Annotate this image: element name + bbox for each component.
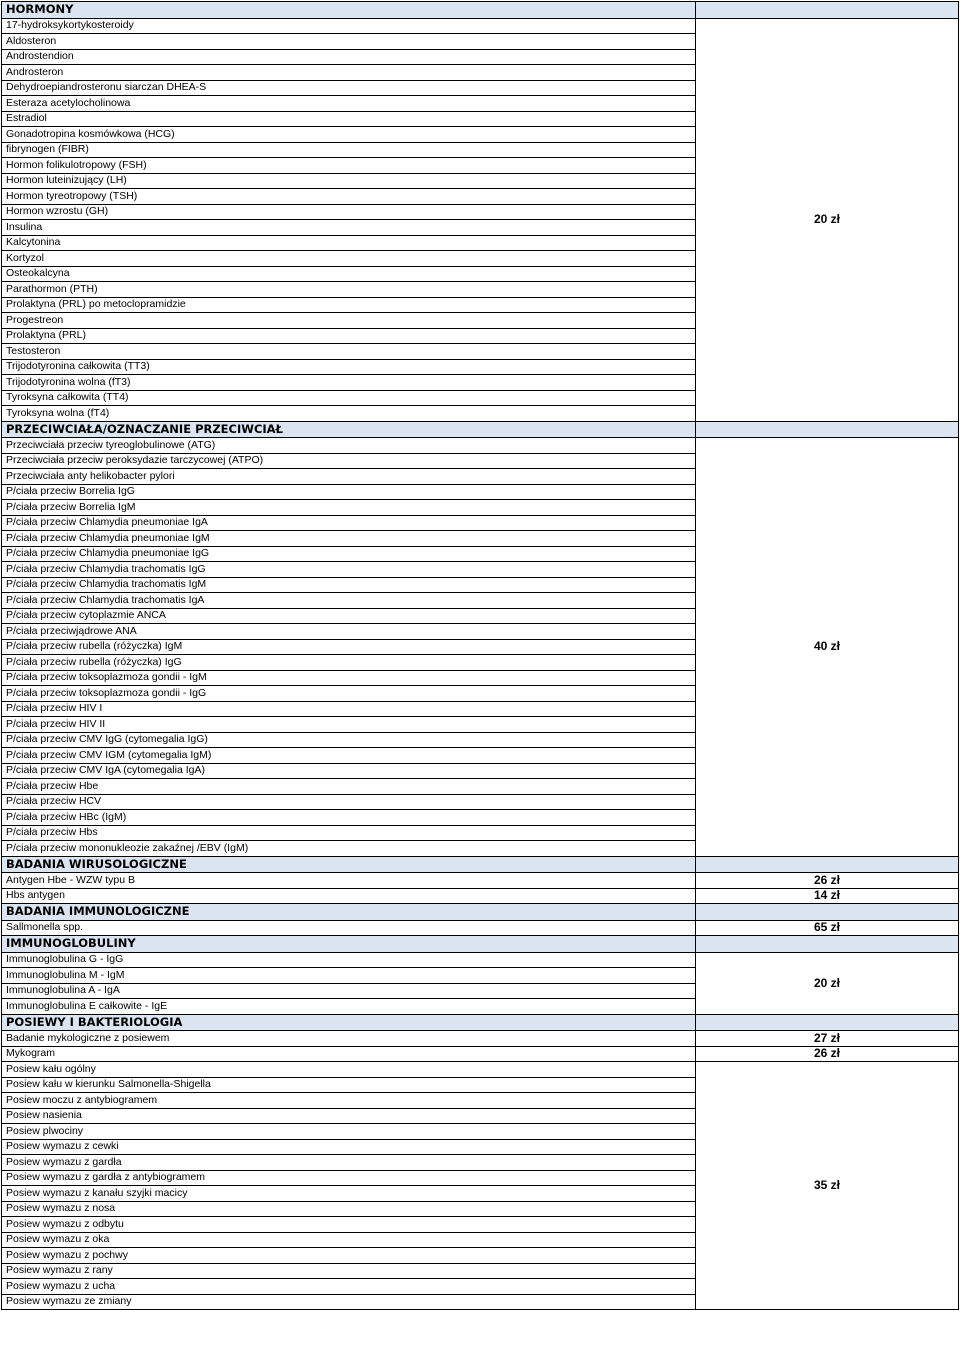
section-header-blank — [696, 2, 959, 19]
price-cell: 20 zł — [696, 18, 959, 421]
table-row — [2, 1031, 959, 1047]
test-name-cell: Hbs antygen — [2, 888, 696, 904]
test-name-cell: P/ciała przeciw Chlamydia pneumoniae IgG — [2, 546, 696, 562]
price-cell: 65 zł — [696, 920, 959, 936]
test-name-cell: Hormon luteinizujący (LH) — [2, 173, 696, 189]
price-list-body — [2, 2, 959, 1310]
test-name-cell: Posiew wymazu z cewki — [2, 1139, 696, 1155]
table-row — [2, 873, 959, 889]
test-name-cell: Antygen Hbe - WZW typu B — [2, 873, 696, 889]
test-name-cell: Badanie mykologiczne z posiewem — [2, 1031, 696, 1047]
test-name-cell: Mykogram — [2, 1046, 696, 1062]
section-title: IMMUNOGLOBULINY — [2, 936, 696, 953]
test-name-cell: Sallmonella spp. — [2, 920, 696, 936]
test-name-cell: P/ciała przeciw mononukleozie zakaźnej /EBV (IgM) — [2, 841, 696, 857]
test-name-cell: Posiew wymazu z oka — [2, 1232, 696, 1248]
price-list-table — [1, 1, 959, 1310]
test-name-cell: Androsteron — [2, 65, 696, 81]
section-title: PRZECIWCIAŁA/OZNACZANIE PRZECIWCIAŁ — [2, 421, 696, 438]
test-name-cell: Kalcytonina — [2, 235, 696, 251]
test-name-cell: Androstendion — [2, 49, 696, 65]
section-header-row — [2, 2, 959, 19]
test-name-cell: P/ciała przeciw toksoplazmoza gondii - IgM — [2, 670, 696, 686]
test-name-cell: Posiew moczu z antybiogramem — [2, 1093, 696, 1109]
test-name-cell: Tyroksyna całkowita (TT4) — [2, 390, 696, 406]
test-name-cell: Przeciwciała przeciw peroksydazie tarczycowej (ATPO) — [2, 453, 696, 469]
test-name-cell: P/ciała przeciw CMV IgG (cytomegalia IgG) — [2, 732, 696, 748]
test-name-cell: P/ciała przeciw HIV II — [2, 717, 696, 733]
test-name-cell: P/ciała przeciwjądrowe ANA — [2, 624, 696, 640]
section-header-blank — [696, 421, 959, 438]
test-name-cell: P/ciała przeciw Hbs — [2, 825, 696, 841]
table-row — [2, 438, 959, 454]
test-name-cell: Immunoglobulina A - IgA — [2, 983, 696, 999]
test-name-cell: Trijodotyronina wolna (fT3) — [2, 375, 696, 391]
test-name-cell: Immunoglobulina M - IgM — [2, 968, 696, 984]
table-row — [2, 952, 959, 968]
price-cell: 40 zł — [696, 438, 959, 857]
test-name-cell: Posiew wymazu z gardła — [2, 1155, 696, 1171]
test-name-cell: P/ciała przeciw Chlamydia pneumoniae IgM — [2, 531, 696, 547]
test-name-cell: P/ciała przeciw Hbe — [2, 779, 696, 795]
test-name-cell: P/ciała przeciw Borrelia IgM — [2, 500, 696, 516]
test-name-cell: Esteraza acetylocholinowa — [2, 96, 696, 112]
test-name-cell: Posiew wymazu z kanału szyjki macicy — [2, 1186, 696, 1202]
test-name-cell: Progestreon — [2, 313, 696, 329]
test-name-cell: Posiew wymazu z pochwy — [2, 1248, 696, 1264]
test-name-cell: P/ciała przeciw HCV — [2, 794, 696, 810]
test-name-cell: 17-hydroksykortykosteroidy — [2, 18, 696, 34]
section-header-row — [2, 1014, 959, 1031]
test-name-cell: Testosteron — [2, 344, 696, 360]
section-header-blank — [696, 1014, 959, 1031]
test-name-cell: Posiew wymazu z nosa — [2, 1201, 696, 1217]
test-name-cell: P/ciała przeciw Chlamydia pneumoniae IgA — [2, 515, 696, 531]
test-name-cell: Posiew plwociny — [2, 1124, 696, 1140]
section-title: POSIEWY I BAKTERIOLOGIA — [2, 1014, 696, 1031]
test-name-cell: Przeciwciała anty helikobacter pylori — [2, 469, 696, 485]
test-name-cell: Posiew wymazu z gardła z antybiogramem — [2, 1170, 696, 1186]
table-row — [2, 1046, 959, 1062]
test-name-cell: Kortyzol — [2, 251, 696, 267]
section-title: BADANIA IMMUNOLOGICZNE — [2, 904, 696, 921]
test-name-cell: Estradiol — [2, 111, 696, 127]
test-name-cell: Trijodotyronina całkowita (TT3) — [2, 359, 696, 375]
table-row — [2, 18, 959, 34]
table-row — [2, 920, 959, 936]
test-name-cell: P/ciała przeciw CMV IgA (cytomegalia IgA) — [2, 763, 696, 779]
test-name-cell: Posiew wymazu ze zmiany — [2, 1294, 696, 1310]
test-name-cell: P/ciała przeciw Chlamydia trachomatis IgA — [2, 593, 696, 609]
section-header-blank — [696, 904, 959, 921]
test-name-cell: fibrynogen (FIBR) — [2, 142, 696, 158]
test-name-cell: P/ciała przeciw rubella (różyczka) IgG — [2, 655, 696, 671]
price-cell: 14 zł — [696, 888, 959, 904]
section-header-row — [2, 421, 959, 438]
test-name-cell: P/ciała przeciw HBc (IgM) — [2, 810, 696, 826]
section-header-row — [2, 936, 959, 953]
test-name-cell: P/ciała przeciw Borrelia IgG — [2, 484, 696, 500]
table-row — [2, 888, 959, 904]
test-name-cell: Posiew wymazu z odbytu — [2, 1217, 696, 1233]
test-name-cell: Posiew kału ogólny — [2, 1062, 696, 1078]
test-name-cell: Insulina — [2, 220, 696, 236]
test-name-cell: Prolaktyna (PRL) — [2, 328, 696, 344]
price-cell: 35 zł — [696, 1062, 959, 1310]
test-name-cell: Tyroksyna wolna (fT4) — [2, 406, 696, 422]
test-name-cell: Hormon folikulotropowy (FSH) — [2, 158, 696, 174]
test-name-cell: Aldosteron — [2, 34, 696, 50]
test-name-cell: Posiew wymazu z ucha — [2, 1279, 696, 1295]
table-row — [2, 1062, 959, 1078]
section-header-blank — [696, 936, 959, 953]
test-name-cell: Parathormon (PTH) — [2, 282, 696, 298]
price-cell: 27 zł — [696, 1031, 959, 1047]
test-name-cell: Posiew kału w kierunku Salmonella-Shigella — [2, 1077, 696, 1093]
section-header-row — [2, 904, 959, 921]
test-name-cell: Gonadotropina kosmówkowa (HCG) — [2, 127, 696, 143]
price-cell: 26 zł — [696, 1046, 959, 1062]
test-name-cell: Hormon wzrostu (GH) — [2, 204, 696, 220]
price-cell: 20 zł — [696, 952, 959, 1014]
test-name-cell: Posiew nasienia — [2, 1108, 696, 1124]
test-name-cell: P/ciała przeciw toksoplazmoza gondii - IgG — [2, 686, 696, 702]
test-name-cell: P/ciała przeciw CMV IGM (cytomegalia IgM) — [2, 748, 696, 764]
test-name-cell: Posiew wymazu z rany — [2, 1263, 696, 1279]
section-header-blank — [696, 856, 959, 873]
test-name-cell: P/ciała przeciw Chlamydia trachomatis IgM — [2, 577, 696, 593]
test-name-cell: P/ciała przeciw rubella (różyczka) IgM — [2, 639, 696, 655]
test-name-cell: Przeciwciała przeciw tyreoglobulinowe (ATG) — [2, 438, 696, 454]
test-name-cell: Immunoglobulina E całkowite - IgE — [2, 999, 696, 1015]
test-name-cell: Dehydroepiandrosteronu siarczan DHEA-S — [2, 80, 696, 96]
price-cell: 26 zł — [696, 873, 959, 889]
test-name-cell: Osteokalcyna — [2, 266, 696, 282]
test-name-cell: Immunoglobulina G - IgG — [2, 952, 696, 968]
test-name-cell: Hormon tyreotropowy (TSH) — [2, 189, 696, 205]
section-header-row — [2, 856, 959, 873]
test-name-cell: P/ciała przeciw Chlamydia trachomatis IgG — [2, 562, 696, 578]
test-name-cell: P/ciała przeciw HIV I — [2, 701, 696, 717]
test-name-cell: P/ciała przeciw cytoplazmie ANCA — [2, 608, 696, 624]
section-title: BADANIA WIRUSOLOGICZNE — [2, 856, 696, 873]
test-name-cell: Prolaktyna (PRL) po metoclopramidzie — [2, 297, 696, 313]
section-title: HORMONY — [2, 2, 696, 19]
